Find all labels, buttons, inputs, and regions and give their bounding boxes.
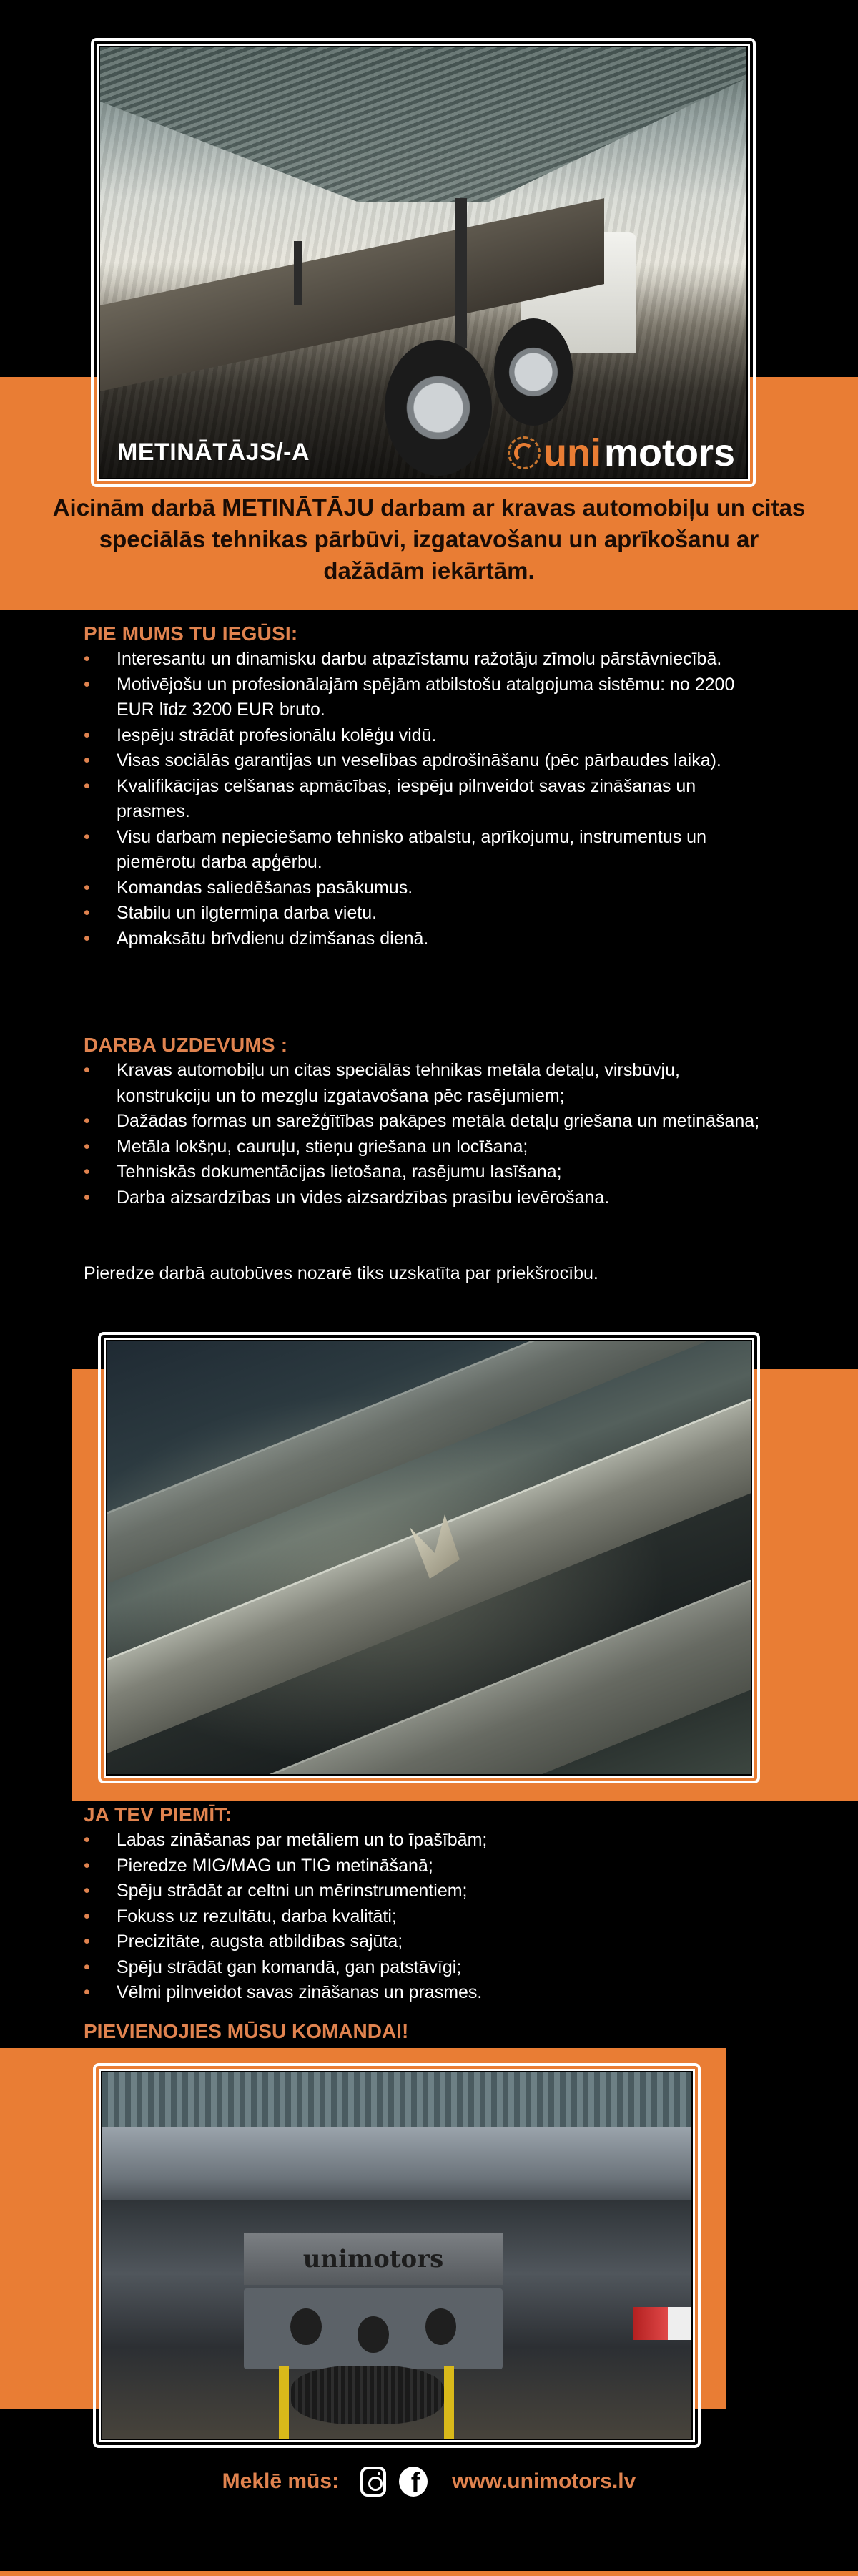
list-item: • Metāla lokšņu, cauruļu, stieņu griešana un locīšana; [84,1135,770,1160]
list-item: • Labas zināšanas par metāliem un to īpašībām; [84,1828,770,1853]
list-item: • Tehniskās dokumentācijas lietošana, rasējumu lasīšana; [84,1160,770,1185]
intro-text: Aicinām darbā METINĀTĀJU darbam ar kravas automobiļu un citas speciālās tehnikas pārbūvi, izgatavošanu un aprīkošanu ar dažādām iekārtām. [52,494,806,584]
hero-photo-workshop [100,47,746,478]
list-item: • Vēlmi pilnveidot savas zināšanas un prasmes. [84,1980,770,2006]
list-item: • Apmaksātu brīvdienu dzimšanas dienā. [84,926,770,952]
bottom-accent-strip [0,2571,858,2576]
brand-logo-prefix: uni [543,431,601,474]
list-item: • Spēju strādāt gan komandā, gan patstāvīgi; [84,1955,770,1981]
brand-logo-suffix: motors [603,431,735,474]
list-item: • Kravas automobiļu un citas speciālās tehnikas metāla detaļu, virsbūvju, konstrukciju un to mezglu izgatavošana pēc rasējumiem; [84,1058,770,1109]
list-item: • Komandas saliedēšanas pasākumus. [84,876,770,901]
rear-frame-photo-frame [93,2063,701,2448]
requirements-section [84,1802,770,2006]
duties-list [84,1058,770,1210]
list-item: • Visas sociālās garantijas un veselības apdrošināšanu (pēc pārbaudes laika). [84,748,770,774]
list-item: • Pieredze MIG/MAG un TIG metināšanā; [84,1853,770,1879]
footer [0,2467,858,2497]
duties-heading: DARBA UZDEVUMS : [84,1034,288,1056]
list-item: • Iespēju strādāt profesionālu kolēģu vidū. [84,723,770,749]
list-item: • Darba aizsardzības un vides aizsardzības prasību ievērošana. [84,1185,770,1211]
facebook-glyph: f [410,2468,420,2497]
duties-section [84,1032,770,1210]
list-item: • Precizitāte, augsta atbildības sajūta; [84,1929,770,1955]
list-item: • Kvalifikācijas celšanas apmācības, iespēju pilnveidot savas zināšanas un prasmes. [84,774,770,825]
list-item: • Dažādas formas un sarežģītības pakāpes metāla detaļu griešana un metināšana; [84,1109,770,1135]
list-item: • Interesantu un dinamisku darbu atpazīstamu ražotāju zīmolu pārstāvniecībā. [84,647,770,672]
join-team-heading: PIEVIENOJIES MŪSU KOMANDAI! [84,2020,409,2042]
experience-note: Pieredze darbā autobūves nozarē tiks uzskatīta par priekšrocību. [84,1263,598,1283]
footer-label: Meklē mūs: [222,2469,340,2493]
requirements-heading: JA TEV PIEMĪT: [84,1803,232,1826]
beams-photo-frame [98,1332,760,1783]
benefits-section [84,621,770,951]
benefits-heading: PIE MUMS TU IEGŪSI: [84,622,298,645]
list-item: • Fokuss uz rezultātu, darba kvalitāti; [84,1904,770,1930]
requirements-list [84,1828,770,2006]
brand-logo [508,431,735,474]
list-item: • Stabilu un ilgtermiņa darba vietu. [84,901,770,926]
rear-frame-photo [102,2072,691,2439]
list-item: • Motivējošu un profesionālajām spējām atbilstošu atalgojuma sistēmu: no 2200 EUR līdz 3200 EUR bruto. [84,672,770,723]
beams-photo [107,1341,751,1774]
list-item: • Spēju strādāt ar celtni un mērinstrumentiem; [84,1879,770,1904]
hero-photo-frame [91,38,756,487]
website-link[interactable]: www.unimotors.lv [452,2469,636,2493]
list-item: • Visu darbam nepieciešamo tehnisko atbalstu, aprīkojumu, instrumentus un piemērotu darba apģērbu. [84,825,770,876]
job-title-caption: METINĀTĀJS/-A [117,439,310,466]
facebook-icon[interactable] [399,2467,428,2497]
photo-plate-text: unimotors [302,2245,444,2274]
benefits-list [84,647,770,951]
gear-logo-icon [508,436,541,469]
instagram-icon[interactable] [360,2467,386,2497]
